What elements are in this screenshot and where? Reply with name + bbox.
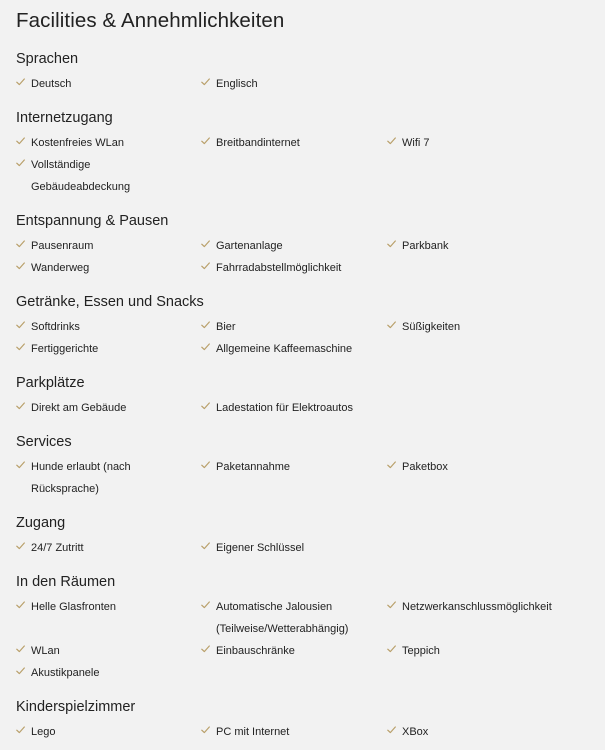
section-title: Services <box>16 434 72 450</box>
amenity-label: Wanderweg <box>31 262 90 274</box>
section-title: Parkplätze <box>16 375 85 391</box>
checkmark-icon <box>201 132 216 154</box>
amenity-label: Direkt am Gebäude <box>31 402 127 414</box>
amenity-label: Wifi 7 <box>402 137 430 149</box>
checkmark-icon <box>16 397 31 419</box>
checkmark-icon <box>16 640 31 662</box>
amenity-item-softdrinks <box>16 316 201 338</box>
amenity-label: Parkbank <box>402 240 449 252</box>
amenity-list <box>16 537 601 559</box>
amenity-item-bier <box>201 316 387 338</box>
checkmark-icon <box>387 132 402 154</box>
section-title: Entspannung & Pausen <box>16 213 169 229</box>
amenity-label: Pausenraum <box>31 240 94 252</box>
amenity-label: Süßigkeiten <box>402 321 461 333</box>
amenity-item-eigener-schluessel <box>201 537 387 559</box>
facilities-panel <box>16 0 601 743</box>
checkmark-icon <box>201 640 216 662</box>
checkmark-icon <box>16 721 31 743</box>
checkmark-icon <box>16 456 31 478</box>
amenity-label: Teppich <box>402 645 440 657</box>
checkmark-icon <box>201 257 216 279</box>
checkmark-icon <box>387 316 402 338</box>
amenity-label: Kostenfreies WLan <box>31 137 124 149</box>
amenity-item-teppich <box>387 640 597 662</box>
section-services <box>16 433 601 500</box>
amenity-item-wlan <box>16 640 201 662</box>
amenity-list <box>16 596 601 684</box>
amenity-item-einbauschraenke <box>201 640 387 662</box>
checkmark-icon <box>201 397 216 419</box>
checkmark-icon <box>16 235 31 257</box>
checkmark-icon <box>16 338 31 360</box>
section-zugang <box>16 514 601 559</box>
amenity-label: XBox <box>402 726 429 738</box>
amenity-item-pausenraum <box>16 235 201 257</box>
amenity-item-helle-glasfronten <box>16 596 201 640</box>
amenity-item-hunde-erlaubt-nach-ruecksprache <box>16 456 201 500</box>
amenity-item-vollstaendige-gebaeudeabdeckung <box>16 154 201 198</box>
section-title: Sprachen <box>16 51 79 67</box>
checkmark-icon <box>201 721 216 743</box>
amenity-item-direkt-am-gebaeude <box>16 397 201 419</box>
amenity-item-wanderweg <box>16 257 201 279</box>
amenity-label: Paketbox <box>402 461 448 473</box>
checkmark-icon <box>16 154 31 176</box>
checkmark-icon <box>201 596 216 618</box>
amenity-item-paketannahme <box>201 456 387 500</box>
amenity-item-akustikpanele <box>16 662 201 684</box>
amenity-item-lego <box>16 721 201 743</box>
amenity-label: Eigener Schlüssel <box>216 542 305 554</box>
amenity-list <box>16 132 601 198</box>
amenity-label: Einbauschränke <box>216 645 295 657</box>
section-kinderspielzimmer <box>16 698 601 743</box>
amenity-item-deutsch <box>16 73 201 95</box>
amenity-label: Fahrradabstellmöglichkeit <box>216 262 342 274</box>
section-entspannung-and-pausen <box>16 212 601 279</box>
amenity-label: Bier <box>216 321 236 333</box>
section-parkplaetze <box>16 374 601 419</box>
amenity-label: Lego <box>31 726 56 738</box>
amenity-item-parkbank <box>387 235 597 257</box>
checkmark-icon <box>16 316 31 338</box>
checkmark-icon <box>201 338 216 360</box>
section-title: Getränke, Essen und Snacks <box>16 294 204 310</box>
checkmark-icon <box>387 596 402 618</box>
amenity-item-netzwerkanschlussmoeglichkeit <box>387 596 597 640</box>
amenity-label: Softdrinks <box>31 321 80 333</box>
amenity-item-pc-mit-internet <box>201 721 387 743</box>
amenity-label: Deutsch <box>31 78 72 90</box>
amenity-item-suessigkeiten <box>387 316 597 338</box>
amenity-item-breitbandinternet <box>201 132 387 154</box>
section-title: In den Räumen <box>16 574 116 590</box>
amenity-label: PC mit Internet <box>216 726 290 738</box>
checkmark-icon <box>16 596 31 618</box>
amenity-label: Akustikpanele <box>31 667 100 679</box>
checkmark-icon <box>387 640 402 662</box>
amenity-item-24-7-zutritt <box>16 537 201 559</box>
amenity-list <box>16 456 601 500</box>
checkmark-icon <box>201 456 216 478</box>
amenity-item-englisch <box>201 73 387 95</box>
amenity-list <box>16 235 601 279</box>
checkmark-icon <box>387 235 402 257</box>
checkmark-icon <box>16 537 31 559</box>
section-title: Internetzugang <box>16 110 113 126</box>
amenity-list <box>16 316 601 360</box>
amenity-label: Fertiggerichte <box>31 343 99 355</box>
checkmark-icon <box>16 73 31 95</box>
checkmark-icon <box>16 662 31 684</box>
amenity-list <box>16 73 601 95</box>
amenity-label: Paketannahme <box>216 461 290 473</box>
checkmark-icon <box>16 132 31 154</box>
checkmark-icon <box>201 537 216 559</box>
amenity-item-xbox <box>387 721 597 743</box>
amenity-item-ladestation-fuer-elektroautos <box>201 397 387 419</box>
sections-container <box>16 50 601 743</box>
amenity-label: Netzwerkanschlussmöglichkeit <box>402 601 552 613</box>
amenity-label: Hunde erlaubt (nach Rücksprache) <box>31 461 131 495</box>
amenity-item-fahrradabstellmoeglichkeit <box>201 257 387 279</box>
amenity-item-automatische-jalousien-teilweise-wetterabhaengig <box>201 596 387 640</box>
amenity-item-allgemeine-kaffeemaschine <box>201 338 387 360</box>
amenity-label: Automatische Jalousien (Teilweise/Wetterabhängig) <box>216 601 349 635</box>
amenity-list <box>16 397 601 419</box>
amenity-label: Helle Glasfronten <box>31 601 116 613</box>
amenity-item-wifi-7 <box>387 132 597 154</box>
amenity-label: Breitbandinternet <box>216 137 300 149</box>
amenity-label: 24/7 Zutritt <box>31 542 84 554</box>
checkmark-icon <box>201 73 216 95</box>
amenity-label: Vollständige Gebäudeabdeckung <box>31 159 131 193</box>
amenity-item-gartenanlage <box>201 235 387 257</box>
amenity-item-kostenfreies-wlan <box>16 132 201 154</box>
section-getraenke-essen-und-snacks <box>16 293 601 360</box>
section-internetzugang <box>16 109 601 198</box>
amenity-item-fertiggerichte <box>16 338 201 360</box>
amenity-label: WLan <box>31 645 60 657</box>
amenity-list <box>16 721 601 743</box>
section-sprachen <box>16 50 601 95</box>
section-in-den-raeumen <box>16 573 601 684</box>
amenity-item-paketbox <box>387 456 597 500</box>
amenity-label: Ladestation für Elektroautos <box>216 402 353 414</box>
checkmark-icon <box>201 235 216 257</box>
checkmark-icon <box>387 456 402 478</box>
page-title: Facilities & Annehmlichkeiten <box>16 9 285 32</box>
checkmark-icon <box>387 721 402 743</box>
section-title: Kinderspielzimmer <box>16 699 136 715</box>
amenity-label: Englisch <box>216 78 258 90</box>
amenity-label: Allgemeine Kaffeemaschine <box>216 343 353 355</box>
amenity-label: Gartenanlage <box>216 240 283 252</box>
section-title: Zugang <box>16 515 66 531</box>
checkmark-icon <box>16 257 31 279</box>
checkmark-icon <box>201 316 216 338</box>
